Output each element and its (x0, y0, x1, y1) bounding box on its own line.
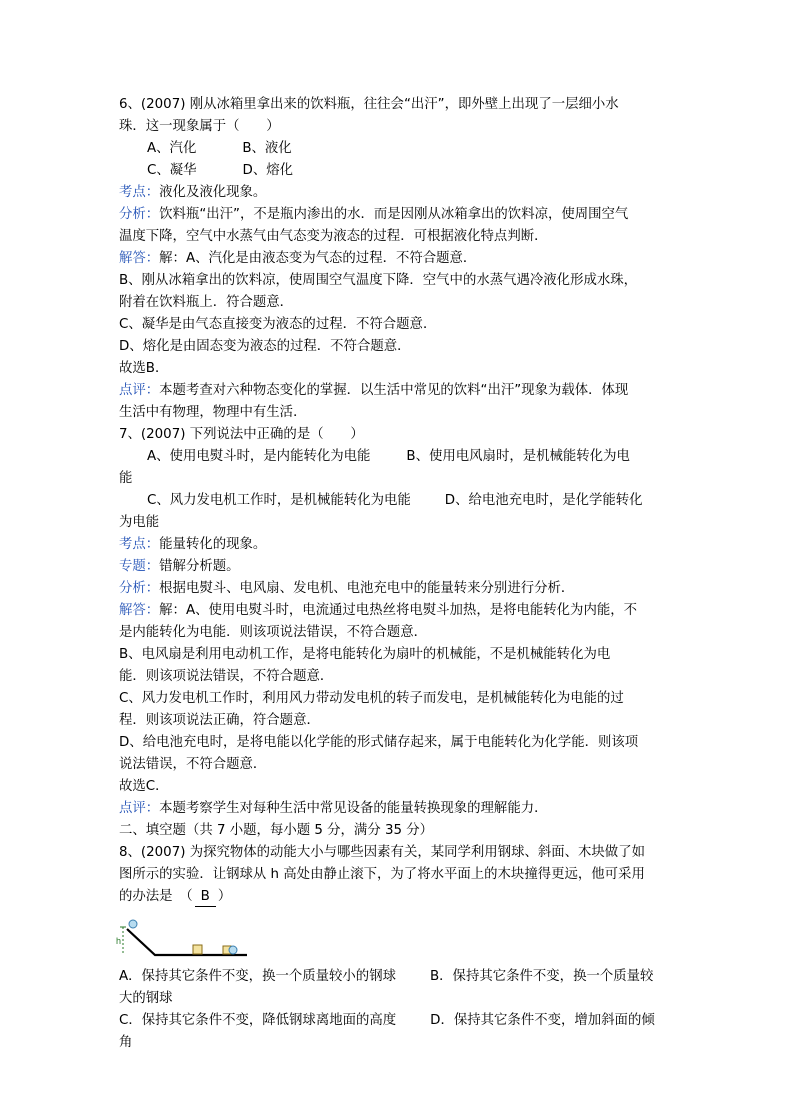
zhuanti-label: 专题： (119, 559, 160, 574)
q8-stem-line1: 8、(2007) 为探究物体的动能大小与哪些因素有关，某同学利用钢球、斜面、木块做了如 (119, 845, 645, 860)
q7-option-d: D、给电池充电时，是化学能转化 (444, 493, 643, 508)
incline-diagram (116, 918, 249, 962)
q6-options-row1 (119, 138, 679, 160)
q8-figure (116, 918, 679, 962)
q6-stem-line2: 珠．这一现象属于（ ） (119, 119, 280, 134)
q8-stem-line2: 图所示的实验．让钢球从 h 高处由静止滚下，为了将水平面上的木块撞得更远，他可采用 (119, 867, 645, 882)
q6-dianping-line2: 生活中有物理，物理中有生活． (119, 405, 307, 420)
wooden-block-left (193, 945, 202, 954)
q7-fenxi (119, 578, 679, 600)
kaodian-label: 考点： (119, 537, 160, 552)
q7-option-c: C、风力发电机工作时，是机械能转化为电能 (147, 493, 411, 508)
q6-jieda-line1 (119, 248, 679, 270)
q8-options-cd (119, 1010, 679, 1032)
kaodian-text: 能量转化的现象。 (159, 537, 267, 552)
fenxi-label: 分析： (119, 207, 160, 222)
jieda-label: 解答： (119, 603, 160, 618)
q6-jieda-line3: 附着在饮料瓶上．符合题意． (119, 295, 294, 310)
q6-option-d: D、熔化 (242, 163, 294, 178)
zhuanti-text: 错解分析题。 (159, 559, 240, 574)
q6-options-row2 (119, 160, 679, 182)
q6-option-c: C、凝华 (147, 163, 197, 178)
q7-jieda-line6: 程．则该项说法正确，符合题意． (119, 713, 320, 728)
dianping-label: 点评： (119, 801, 160, 816)
q6-kaodian (119, 182, 679, 204)
q8-option-a: A．保持其它条件不变，换一个质量较小的钢球 (119, 969, 396, 984)
q6-jieda-line4: C、凝华是由气态直接变为液态的过程．不符合题意． (119, 317, 437, 332)
q6-dianping-line1 (119, 380, 679, 402)
kaodian-text: 液化及液化现象。 (159, 185, 267, 200)
q6-guxuan: 故选B． (119, 361, 169, 376)
dianping-text: 本题考查对六种物态变化的掌握．以生活中常见的饮料“出汗”现象为载体．体现 (159, 383, 629, 398)
q7-option-d-cont: 为电能 (119, 515, 160, 530)
document-page (116, 94, 679, 1054)
q6-jieda-line2: B、刚从冰箱拿出的饮料凉，使周围空气温度下降．空气中的水蒸气遇冷液化形成水珠， (119, 273, 638, 288)
height-label: h (116, 936, 122, 946)
q6-stem-line1: 6、(2007) 刚从冰箱里拿出来的饮料瓶，往往会“出汗”，即外壁上出现了一层细小水 (119, 97, 619, 112)
q7-jieda-line8: 说法错误，不符合题意． (119, 757, 267, 772)
q7-guxuan: 故选C． (119, 779, 169, 794)
fenxi-text: 饮料瓶“出汗”，不是瓶内渗出的水．而是因刚从冰箱拿出的饮料凉，使周围空气 (159, 207, 629, 222)
q6-option-b: B、液化 (242, 141, 292, 156)
q8-answer: B (195, 888, 216, 907)
q7-jieda-line7: D、给电池充电时，是将电能以化学能的形式储存起来，属于电能转化为化学能．则该项 (119, 735, 639, 750)
q7-option-b-cont: 能 (119, 471, 133, 486)
q7-stem: 7、(2007) 下列说法中正确的是（ ） (119, 427, 364, 442)
q8-option-b-cont: 大的钢球 (119, 991, 173, 1006)
section-heading: 二、填空题（共 7 小题，每小题 5 分，满分 35 分） (119, 823, 434, 838)
q7-zhuanti (119, 556, 679, 578)
q7-kaodian (119, 534, 679, 556)
q6-option-a: A、汽化 (147, 141, 197, 156)
jieda-text: 解：A、汽化是由液态变为气态的过程．不符合题意． (159, 251, 477, 266)
q8-options-ab (119, 966, 679, 988)
q8-option-d-cont: 角 (119, 1035, 133, 1050)
q7-options-cd (119, 490, 679, 512)
dianping-text: 本题考察学生对每种生活中常见设备的能量转换现象的理解能力． (159, 801, 548, 816)
q8-stem-suffix: ） (217, 889, 232, 904)
q6-fenxi-line1 (119, 204, 679, 226)
q8-stem-prefix: 的办法是 （ (119, 889, 193, 904)
fenxi-label: 分析： (119, 581, 160, 596)
q7-dianping (119, 798, 679, 820)
q8-option-d: D．保持其它条件不变，增加斜面的倾 (430, 1013, 655, 1028)
q7-jieda-line4: 能．则该项说法错误，不符合题意． (119, 669, 334, 684)
q7-jieda-line5: C、风力发电机工作时，利用风力带动发电机的转子而发电，是机械能转化为电能的过 (119, 691, 624, 706)
q8-option-b: B．保持其它条件不变，换一个质量较 (429, 969, 654, 984)
dianping-label: 点评： (119, 383, 160, 398)
q7-options-ab (119, 446, 679, 468)
steel-ball-bottom (229, 946, 237, 954)
q7-jieda-line2: 是内能转化为电能．则该项说法错误，不符合题意． (119, 625, 427, 640)
fenxi-text: 根据电熨斗、电风扇、发电机、电池充电中的能量转来分别进行分析． (159, 581, 575, 596)
jieda-label: 解答： (119, 251, 160, 266)
q6-jieda-line5: D、熔化是由固态变为液态的过程．不符合题意． (119, 339, 411, 354)
q8-stem-line3 (119, 886, 679, 908)
q7-jieda-line1 (119, 600, 679, 622)
kaodian-label: 考点： (119, 185, 160, 200)
q6-fenxi-line2: 温度下降，空气中水蒸气由气态变为液态的过程．可根据液化特点判断． (119, 229, 548, 244)
q8-option-c: C．保持其它条件不变，降低钢球离地面的高度 (119, 1013, 397, 1028)
steel-ball-top (129, 920, 137, 928)
q7-jieda-line3: B、电风扇是利用电动机工作，是将电能转化为扇叶的机械能，不是机械能转化为电 (119, 647, 611, 662)
q7-option-a: A、使用电熨斗时，是内能转化为电能 (147, 449, 371, 464)
q7-option-b: B、使用电风扇时，是机械能转化为电 (406, 449, 630, 464)
jieda-text: 解：A、使用电熨斗时，电流通过电热丝将电熨斗加热，是将电能转化为内能，不 (159, 603, 638, 618)
